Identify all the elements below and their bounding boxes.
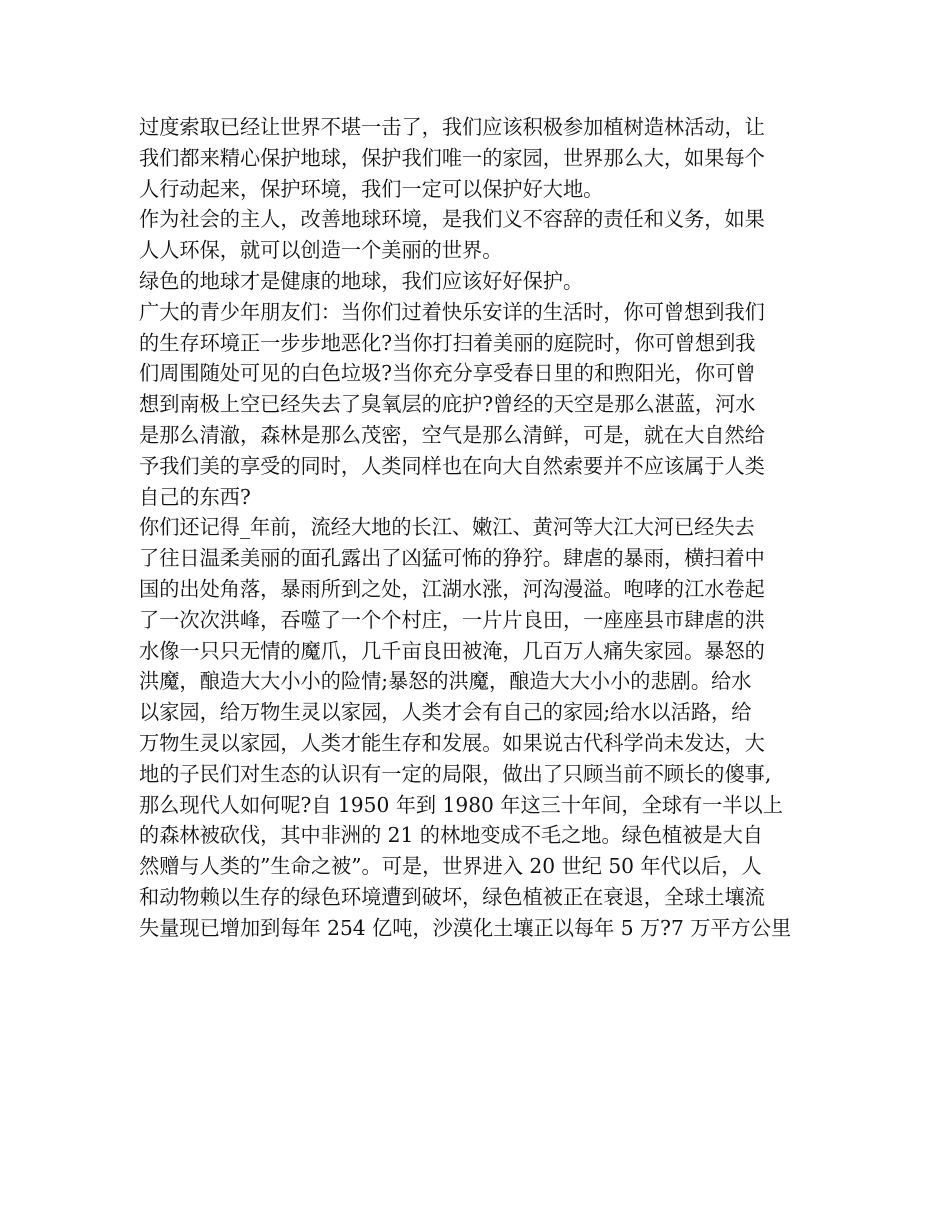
text-line: 的森林被砍伐，其中非洲的 21 的林地变成不毛之地。绿色植被是大自 xyxy=(139,823,763,848)
text-line: 过度索取已经让世界不堪一击了，我们应该积极参加植树造林活动，让 xyxy=(139,115,765,139)
text-line: 想到南极上空已经失去了臭氧层的庇护?曾经的天空是那么湛蓝，河水 xyxy=(139,392,756,417)
text-line: 人行动起来，保护环境，我们一定可以保护好大地。 xyxy=(139,176,604,201)
text-line: 了往日温柔美丽的面孔露出了凶猛可怖的狰狞。肆虐的暴雨，横扫着中 xyxy=(139,546,765,571)
text-line: 予我们美的享受的同时，人类同样也在向大自然索要并不应该属于人类 xyxy=(139,453,765,478)
text-line: 们周围随处可见的白色垃圾?当你充分享受春日里的和煦阳光，你可曾 xyxy=(139,361,756,386)
text-line: 国的出处角落，暴雨所到之处，江湖水涨，河沟漫溢。咆哮的江水卷起 xyxy=(139,576,765,601)
text-line: 然赠与人类的”生命之被”。可是，世界进入 20 世纪 50 年代以后，人 xyxy=(139,854,762,879)
text-line: 万物生灵以家园，人类才能生存和发展。如果说古代科学尚未发达，大 xyxy=(139,730,765,755)
text-line: 绿色的地球才是健康的地球，我们应该好好保护。 xyxy=(139,268,584,293)
text-line: 和动物赖以生存的绿色环境遭到破坏，绿色植被正在衰退，全球土壤流 xyxy=(139,884,765,909)
text-line: 地的子民们对生态的认识有一定的局限，做出了只顾当前不顾长的傻事, xyxy=(139,761,772,786)
document-body xyxy=(139,112,815,944)
text-line: 人人环保，就可以创造一个美丽的世界。 xyxy=(139,238,503,263)
text-line: 的生存环境正一步步地恶化?当你打扫着美丽的庭院时，你可曾想到我 xyxy=(139,330,756,355)
text-line: 洪魔，酿造大大小小的险情;暴怒的洪魔，酿造大大小小的悲剧。给水 xyxy=(139,669,752,694)
text-line: 那么现代人如何呢?自 1950 年到 1980 年这三十年间，全球有一半以上 xyxy=(139,792,783,817)
text-line: 作为社会的主人，改善地球环境，是我们义不容辞的责任和义务，如果 xyxy=(139,207,765,232)
text-line: 我们都来精心保护地球，保护我们唯一的家园，世界那么大，如果每个 xyxy=(139,145,765,170)
text-line: 你们还记得_年前，流经大地的长江、嫩江、黄河等大江大河已经失去 xyxy=(139,515,755,540)
text-line: 是那么清澈，森林是那么茂密，空气是那么清鲜，可是，就在大自然给 xyxy=(139,422,765,447)
text-line: 以家园，给万物生灵以家园，人类才会有自己的家园;给水以活路，给 xyxy=(139,700,752,725)
text-line: 自己的东西? xyxy=(139,484,251,509)
text-line: 水像一只只无情的魔爪，几千亩良田被淹，几百万人痛失家园。暴怒的 xyxy=(139,638,765,663)
text-line: 广大的青少年朋友们：当你们过着快乐安详的生活时，你可曾想到我们 xyxy=(139,299,765,324)
text-line: 失量现已增加到每年 254 亿吨，沙漠化土壤正以每年 5 万?7 万平方公里 xyxy=(139,915,792,940)
text-line: 了一次次洪峰，吞噬了一个个村庄，一片片良田，一座座县市肆虐的洪 xyxy=(139,607,765,632)
